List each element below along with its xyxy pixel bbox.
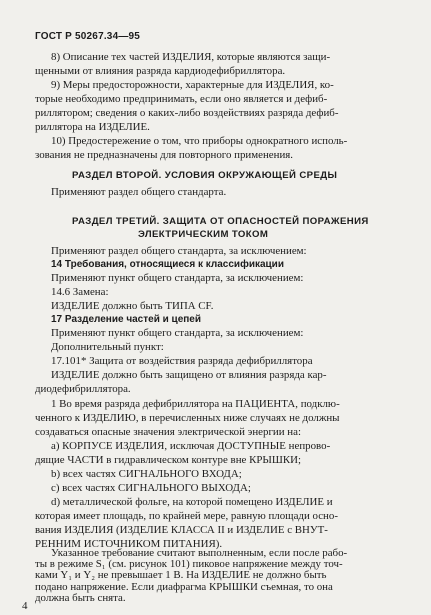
text-line: дящие ЧАСТИ в гидравлическом контуре вне КРЫШКИ; bbox=[35, 454, 302, 466]
text-line: Указанное требование считают выполненным, если после рабо- bbox=[51, 547, 348, 559]
section-heading: РАЗДЕЛ ВТОРОЙ. УСЛОВИЯ ОКРУЖАЮЩЕЙ СРЕДЫ bbox=[72, 170, 338, 181]
text-line: Применяют пункт общего стандарта, за исключением: bbox=[51, 327, 304, 339]
page-number: 4 bbox=[22, 600, 28, 612]
text-line: Применяют пункт общего стандарта, за исключением: bbox=[51, 272, 304, 284]
text-line: торые необходимо предпринимать, если оно является и дефиб- bbox=[35, 93, 328, 105]
text-line: РЕННИМ ИСТОЧНИКОМ ПИТАНИЯ). bbox=[35, 538, 223, 550]
document-header: ГОСТ Р 50267.34—95 bbox=[35, 31, 141, 42]
subsection-heading: 14 Требования, относящиеся к классификации bbox=[51, 259, 284, 270]
text-line: 14.6 Замена: bbox=[51, 286, 109, 298]
text-line: зования не предназначены для повторного применения. bbox=[35, 149, 294, 161]
text-line: 8) Описание тех частей ИЗДЕЛИЯ, которые являются защи- bbox=[51, 51, 331, 63]
section-heading: РАЗДЕЛ ТРЕТИЙ. ЗАЩИТА ОТ ОПАСНОСТЕЙ ПОРАЖЕНИЯ bbox=[72, 216, 369, 227]
text-line: подано напряжение. Если диафрагма КРЫШКИ съемная, то она bbox=[35, 580, 333, 593]
section-heading: ЭЛЕКТРИЧЕСКИМ ТОКОМ bbox=[138, 229, 269, 240]
text-line: d) металлической фольге, на которой помещено ИЗДЕЛИЕ и bbox=[51, 496, 333, 508]
text-line: которая имеет площадь, по крайней мере, равную площади осно- bbox=[35, 510, 338, 522]
text-line: щенными от влияния разряда кардиодефибриллятора. bbox=[35, 65, 286, 77]
text-line: риллятором; сведения о каких-либо воздействиях разряда дефиб- bbox=[35, 107, 339, 119]
text-line: должна быть снята. bbox=[35, 591, 126, 604]
text-line: диодефибриллятора. bbox=[35, 383, 131, 395]
text-line: ченного к ИЗДЕЛИЮ, в перечисленных ниже случаях не должны bbox=[35, 412, 340, 424]
subsection-heading: 17 Разделение частей и цепей bbox=[51, 314, 202, 325]
text-line: Применяют раздел общего стандарта. bbox=[51, 186, 227, 198]
text-line: Дополнительный пункт: bbox=[51, 341, 164, 353]
text-line: 9) Меры предосторожности, характерные для ИЗДЕЛИЯ, ко- bbox=[51, 79, 334, 91]
text-line: ИЗДЕЛИЕ должно быть ТИПА CF. bbox=[51, 300, 214, 312]
text-line: вания ИЗДЕЛИЯ (ИЗДЕЛИЕ КЛАССА II и ИЗДЕЛИЕ с ВНУТ- bbox=[35, 524, 328, 536]
text-line: ками Y₁ и Y₂ не превышает 1 В. На ИЗДЕЛИЕ не должно быть bbox=[35, 569, 327, 582]
text-line: риллятора на ИЗДЕЛИЕ. bbox=[35, 121, 150, 133]
text-line: 1 Во время разряда дефибриллятора на ПАЦИЕНТА, подклю- bbox=[51, 398, 340, 410]
text-line: b) всех частях СИГНАЛЬНОГО ВХОДА; bbox=[51, 468, 242, 480]
text-line: а) КОРПУСЕ ИЗДЕЛИЯ, исключая ДОСТУПНЫЕ непрово- bbox=[51, 440, 331, 452]
text-line: создаваться опасные значения электрической энергии на: bbox=[35, 426, 301, 438]
text-line: 10) Предостережение о том, что приборы однократного исполь- bbox=[51, 135, 348, 147]
text-line: 17.101* Защита от воздействия разряда дефибриллятора bbox=[51, 355, 313, 367]
text-line: Применяют раздел общего стандарта, за исключением: bbox=[51, 245, 307, 257]
text-line: ты в режиме S₁ (см. рисунок 101) пиковое напряжение между точ- bbox=[35, 558, 343, 571]
text-line: с) всех частях СИГНАЛЬНОГО ВЫХОДА; bbox=[51, 482, 251, 494]
text-line: ИЗДЕЛИЕ должно быть защищено от влияния разряда кар- bbox=[51, 369, 327, 381]
